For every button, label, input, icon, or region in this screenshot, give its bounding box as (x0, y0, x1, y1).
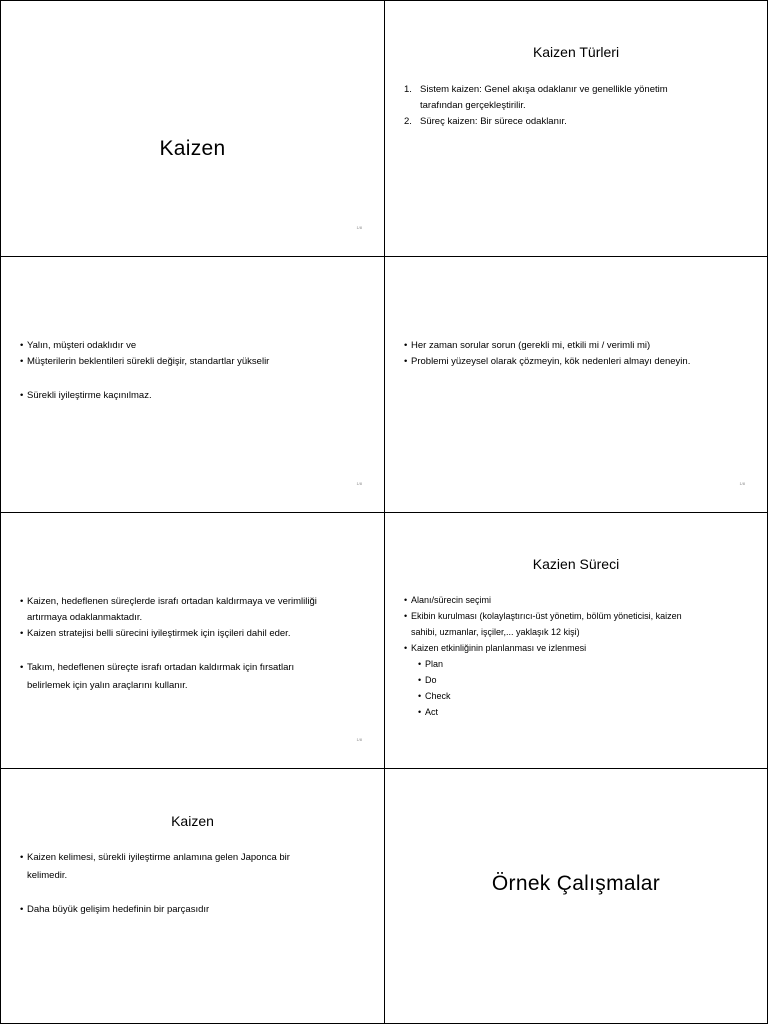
slide-3-page-number: 1/8 (356, 481, 362, 486)
bullet-text: Her zaman sorular sorun (gerekli mi, etkili mi / verimli mi) (411, 340, 651, 351)
slide-4-page-number: 1/8 (739, 481, 745, 486)
bullet-continuation: sahibi, uzmanlar, işçiler,... yaklaşık 12 kişi) (411, 627, 580, 637)
slide-3-bullet-list (20, 338, 374, 404)
list-item-text: Süreç kaizen: Bir sürece odaklanır. (420, 116, 567, 127)
bullet-item: • Daha büyük gelişim hedefinin bir parçasıdır (20, 902, 374, 918)
bullet-item: • Müşterilerin beklentileri sürekli değişir, standartlar yükselir (20, 354, 374, 370)
slide-7 (0, 768, 385, 1024)
slide-5-bullet-list (20, 594, 374, 694)
slide-8 (384, 768, 768, 1024)
sub-bullet-item: • Do (418, 672, 757, 688)
list-item-continuation: tarafından gerçekleştirilir. (420, 100, 526, 111)
bullet-continuation: belirlemek için yalın araçlarını kullanır. (27, 680, 188, 691)
slide-8-title: Örnek Çalışmalar (491, 872, 661, 895)
bullet-item: • Kaizen etkinliğinin planlanması ve izlenmesi (404, 640, 757, 656)
slide-7-bullet-list (20, 850, 374, 918)
slide-3 (0, 256, 385, 513)
bullet-item: • Takım, hedeflenen süreçte israfı ortadan kaldırmak için fırsatları belirlemek için yalın araçlarını kullanır. (20, 660, 374, 694)
bullet-item: • Sürekli iyileştirme kaçınılmaz. (20, 388, 374, 404)
bullet-continuation: artırmaya odaklanmaktadır. (27, 612, 143, 623)
bullet-continuation: kelimedir. (27, 870, 68, 881)
bullet-item: • Problemi yüzeysel olarak çözmeyin, kök nedenleri almayı deneyin. (404, 354, 757, 370)
sub-bullet-item: • Act (418, 704, 757, 720)
bullet-text: Yalın, müşteri odaklıdır ve (27, 340, 137, 351)
bullet-item: • Ekibin kurulması (kolaylaştırıcı-üst yönetim, bölüm yöneticisi, kaizen sahibi, uzmanlar, işçiler,... yaklaşık 12 kişi) (404, 608, 757, 640)
bullet-text: Kaizen, hedeflenen süreçlerde israfı ortadan kaldırmaya ve verimliliği (27, 596, 317, 607)
sub-bullet-text: Do (425, 675, 437, 685)
slide-1-page-number: 1/8 (356, 225, 362, 230)
slide-5-page-number: 1/8 (356, 737, 362, 742)
sub-bullet-list (404, 656, 757, 720)
sub-bullet-item: • Check (418, 688, 757, 704)
bullet-text: Kaizen kelimesi, sürekli iyileştirme anlamına gelen Japonca bir (27, 852, 290, 863)
sub-bullet-text: Plan (425, 659, 444, 669)
bullet-item: • Yalın, müşteri odaklıdır ve (20, 338, 374, 354)
slide-7-title: Kaizen (171, 813, 214, 829)
sub-bullet-text: Check (425, 691, 451, 701)
list-item-number: 2. (404, 116, 412, 127)
slide-1 (0, 0, 385, 257)
list-item (404, 114, 757, 130)
bullet-item: • Alanı/sürecin seçimi (404, 592, 757, 608)
bullet-text: Kaizen stratejisi belli sürecini iyileştirmek için işçileri dahil eder. (27, 628, 291, 639)
sub-bullet-item: • Plan (418, 656, 757, 672)
list-item-number: 1. (404, 84, 412, 95)
bullet-text: Kaizen etkinliğinin planlanması ve izlenmesi (411, 643, 587, 653)
slide-2-title: Kaizen Türleri (532, 44, 620, 60)
slide-4 (384, 256, 768, 513)
bullet-text: Sürekli iyileştirme kaçınılmaz. (27, 390, 152, 401)
bullet-item: • Kaizen kelimesi, sürekli iyileştirme anlamına gelen Japonca bir kelimedir. (20, 850, 374, 884)
bullet-item: • Kaizen stratejisi belli sürecini iyileştirmek için işçileri dahil eder. (20, 626, 374, 642)
slide-1-title: Kaizen (159, 137, 226, 160)
list-item (404, 82, 757, 114)
bullet-item: • Kaizen, hedeflenen süreçlerde israfı ortadan kaldırmaya ve verimliliği artırmaya odaklanmaktadır. (20, 594, 374, 626)
bullet-text: Daha büyük gelişim hedefinin bir parçasıdır (27, 904, 210, 915)
bullet-text: Ekibin kurulması (kolaylaştırıcı-üst yönetim, bölüm yöneticisi, kaizen (411, 611, 682, 621)
slide-2 (384, 0, 768, 257)
list-item-text: Sistem kaizen: Genel akışa odaklanır ve genellikle yönetim (420, 84, 668, 95)
bullet-item: • Her zaman sorular sorun (gerekli mi, etkili mi / verimli mi) (404, 338, 757, 354)
bullet-text: Problemi yüzeysel olarak çözmeyin, kök nedenleri almayı deneyin. (411, 356, 691, 367)
slide-4-bullet-list (404, 338, 757, 370)
bullet-text: Alanı/sürecin seçimi (411, 595, 492, 605)
slide-2-numbered-list (404, 82, 757, 130)
slide-6 (384, 512, 768, 769)
bullet-text: Müşterilerin beklentileri sürekli değişir, standartlar yükselir (27, 356, 270, 367)
slide-6-title: Kazien Süreci (532, 556, 620, 572)
sub-bullet-text: Act (425, 707, 439, 717)
bullet-text: Takım, hedeflenen süreçte israfı ortadan kaldırmak için fırsatları (27, 662, 295, 673)
slide-5 (0, 512, 385, 769)
slide-6-bullet-list (404, 592, 757, 720)
